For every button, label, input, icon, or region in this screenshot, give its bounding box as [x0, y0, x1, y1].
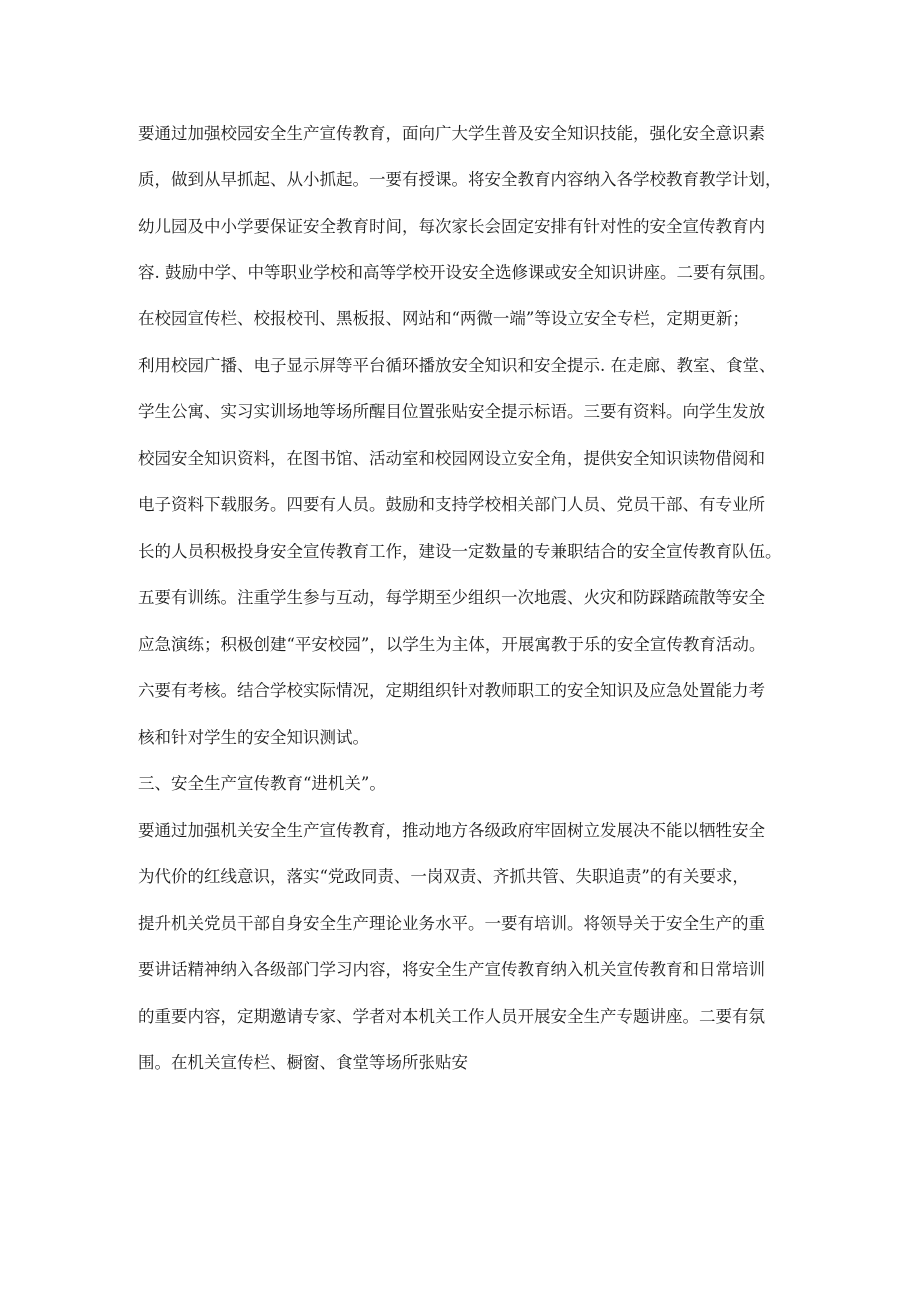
section-heading: 三、安全生产宣传教育“进机关”。 — [138, 774, 386, 793]
text-line: 电子资料下载服务。四要有人员。鼓励和支持学校相关部门人员、党员干部、有专业所 — [138, 495, 765, 514]
text-line: 在校园宣传栏、校报校刊、黑板报、网站和“两微一端”等设立安全专栏，定期更新； — [138, 309, 749, 328]
text-line: 应急演练；积极创建“平安校园”，以学生为主体，开展寓教于乐的安全宣传教育活动。 — [138, 635, 766, 654]
text-line: 要通过加强机关安全生产宣传教育，推动地方各级政府牢固树立发展决不能以牺牲安全 — [138, 821, 765, 840]
text-line: 校园安全知识资料，在图书馆、活动室和校园网设立安全角，提供安全知识读物借阅和 — [138, 449, 765, 468]
text-line: 幼儿园及中小学要保证安全教育时间，每次家长会固定安排有针对性的安全宣传教育内 — [138, 217, 765, 236]
text-line: 五要有训练。注重学生参与互动，每学期至少组织一次地震、火灾和防踩踏疏散等安全 — [138, 588, 765, 607]
text-line: 质，做到从早抓起、从小抓起。一要有授课。将安全教育内容纳入各学校教育教学计划， — [138, 170, 782, 189]
text-line: 容. 鼓励中学、中等职业学校和高等学校开设安全选修课或安全知识讲座。二要有氛围。 — [138, 263, 776, 282]
text-line: 提升机关党员干部自身安全生产理论业务水平。一要有培训。将领导关于安全生产的重 — [138, 914, 765, 933]
text-line: 核和针对学生的安全知识测试。 — [138, 728, 369, 747]
text-line: 长的人员积极投身安全宣传教育工作，建设一定数量的专兼职结合的安全宣传教育队伍。 — [138, 542, 782, 561]
text-line: 利用校园广播、电子显示屏等平台循环播放安全知识和安全提示. 在走廊、教室、食堂、 — [138, 356, 776, 375]
text-line: 围。在机关宣传栏、橱窗、食堂等场所张贴安 — [138, 1053, 468, 1072]
text-line: 的重要内容，定期邀请专家、学者对本机关工作人员开展安全生产专题讲座。二要有氛 — [138, 1007, 765, 1026]
text-line: 六要有考核。结合学校实际情况，定期组织针对教师职工的安全知识及应急处置能力考 — [138, 681, 765, 700]
text-line: 学生公寓、实习实训场地等场所醒目位置张贴安全提示标语。三要有资料。向学生发放 — [138, 402, 765, 421]
text-line: 要通过加强校园安全生产宣传教育，面向广大学生普及安全知识技能，强化安全意识素 — [138, 124, 765, 143]
text-line: 要讲话精神纳入各级部门学习内容，将安全生产宣传教育纳入机关宣传教育和日常培训 — [138, 960, 765, 979]
text-line: 为代价的红线意识，落实“党政同责、一岗双责、齐抓共管、失职追责”的有关要求， — [138, 867, 749, 886]
